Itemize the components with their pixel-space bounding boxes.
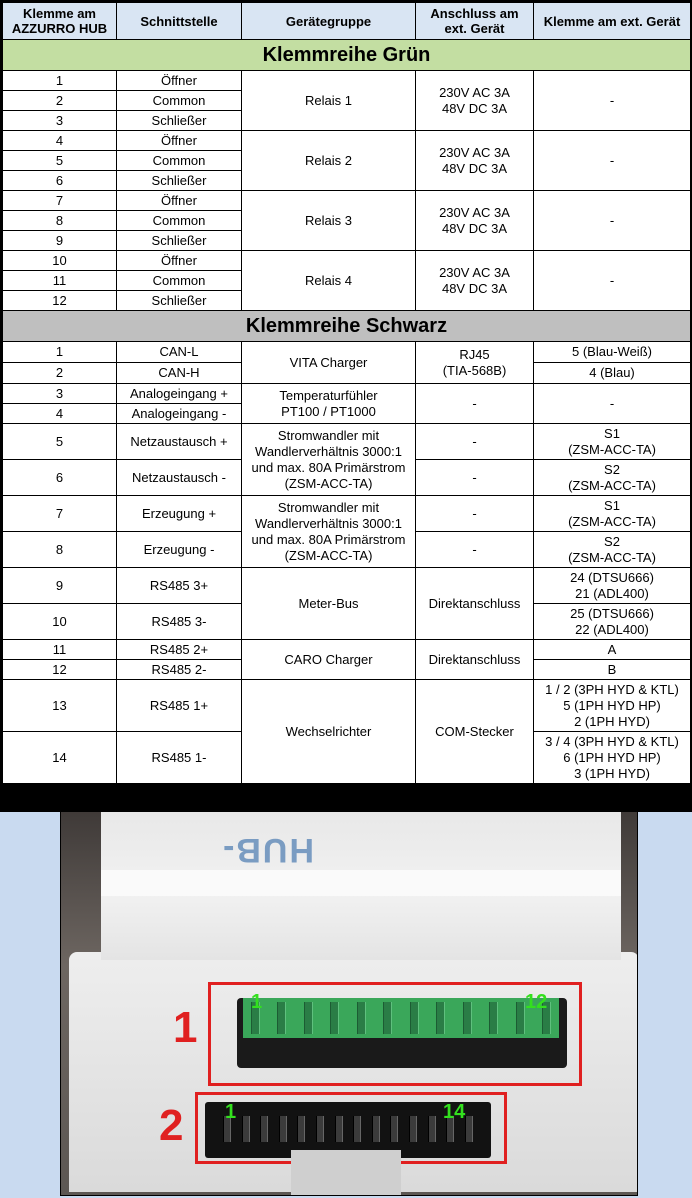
terminal-number: 12 [3, 660, 117, 680]
terminal-number: 7 [3, 191, 117, 211]
interface-cell: RS485 1+ [117, 680, 242, 732]
interface-cell: Analogeingang + [117, 384, 242, 404]
ext-terminal-cell: A [534, 640, 691, 660]
ext-terminal-cell: - [534, 384, 691, 424]
connection-cell: 230V AC 3A 48V DC 3A [416, 251, 534, 311]
interface-cell: RS485 3+ [117, 568, 242, 604]
terminal-number: 2 [3, 91, 117, 111]
interface-cell: Common [117, 271, 242, 291]
ext-terminal-cell: - [534, 191, 691, 251]
device-photo [60, 812, 638, 1196]
interface-cell: Common [117, 91, 242, 111]
terminal-number: 10 [3, 251, 117, 271]
ext-terminal-cell: B [534, 660, 691, 680]
device-group-cell: Relais 1 [242, 71, 416, 131]
connection-cell: - [416, 424, 534, 460]
ext-terminal-cell: S1 (ZSM-ACC-TA) [534, 424, 691, 460]
terminal-table [2, 2, 691, 784]
terminal-number: 6 [3, 460, 117, 496]
interface-cell: Analogeingang - [117, 404, 242, 424]
ext-terminal-cell: S2 (ZSM-ACC-TA) [534, 460, 691, 496]
table-row [3, 424, 691, 460]
device-ledge-highlight [101, 870, 621, 896]
interface-cell: Schließer [117, 291, 242, 311]
connection-cell: 230V AC 3A 48V DC 3A [416, 191, 534, 251]
interface-cell: Öffner [117, 251, 242, 271]
terminal-number: 7 [3, 496, 117, 532]
device-group-cell: Relais 3 [242, 191, 416, 251]
interface-cell: Common [117, 151, 242, 171]
pin-label-green-last: 12 [525, 991, 548, 1013]
device-group-cell: Stromwandler mit Wandlerverhältnis 3000:1 und max. 80A Primärstrom (ZSM-ACC-TA) [242, 424, 416, 496]
table-row [3, 384, 691, 404]
ext-terminal-cell: 4 (Blau) [534, 363, 691, 384]
header-interface: Schnittstelle [117, 3, 242, 40]
device-group-cell: CARO Charger [242, 640, 416, 680]
connection-cell: - [416, 496, 534, 532]
device-photo-area [0, 812, 692, 1198]
interface-cell: Öffner [117, 131, 242, 151]
ext-terminal-cell: S1 (ZSM-ACC-TA) [534, 496, 691, 532]
ext-terminal-cell: 25 (DTSU666) 22 (ADL400) [534, 604, 691, 640]
ext-terminal-cell: - [534, 251, 691, 311]
connection-cell: 230V AC 3A 48V DC 3A [416, 131, 534, 191]
interface-cell: RS485 1- [117, 732, 242, 784]
header-terminal-hub: Klemme am AZZURRO HUB [3, 3, 117, 40]
interface-cell: Öffner [117, 71, 242, 91]
brand-logo: HUB- [221, 831, 314, 869]
interface-cell: CAN-H [117, 363, 242, 384]
terminal-number: 4 [3, 131, 117, 151]
table-row [3, 191, 691, 211]
terminal-number: 1 [3, 71, 117, 91]
terminal-number: 12 [3, 291, 117, 311]
terminal-number: 6 [3, 171, 117, 191]
interface-cell: Netzaustausch - [117, 460, 242, 496]
ext-terminal-cell: S2 (ZSM-ACC-TA) [534, 532, 691, 568]
interface-cell: Common [117, 211, 242, 231]
terminal-number: 3 [3, 111, 117, 131]
ext-terminal-cell: 24 (DTSU666) 21 (ADL400) [534, 568, 691, 604]
table-row [3, 640, 691, 660]
ext-terminal-cell: 3 / 4 (3PH HYD & KTL) 6 (1PH HYD HP) 3 (1PH HYD) [534, 732, 691, 784]
interface-cell: Schließer [117, 231, 242, 251]
header-terminal-ext: Klemme am ext. Gerät [534, 3, 691, 40]
terminal-number: 14 [3, 732, 117, 784]
table-row [3, 251, 691, 271]
pin-label-black-first: 1 [225, 1101, 237, 1123]
table-row [3, 568, 691, 604]
header-device-group: Gerätegruppe [242, 3, 416, 40]
connection-cell: - [416, 384, 534, 424]
device-group-cell: VITA Charger [242, 342, 416, 384]
interface-cell: CAN-L [117, 342, 242, 363]
terminal-number: 8 [3, 211, 117, 231]
header-connection: Anschluss am ext. Gerät [416, 3, 534, 40]
terminal-number: 8 [3, 532, 117, 568]
interface-cell: RS485 3- [117, 604, 242, 640]
marker-label-1: 1 [173, 1003, 198, 1052]
device-group-cell: Temperaturfühler PT100 / PT1000 [242, 384, 416, 424]
interface-cell: Schließer [117, 171, 242, 191]
din-rail-clip [291, 1150, 401, 1196]
terminal-number: 9 [3, 568, 117, 604]
table-row [3, 71, 691, 91]
interface-cell: Öffner [117, 191, 242, 211]
pin-label-green-first: 1 [251, 991, 263, 1013]
table-row [3, 131, 691, 151]
terminal-number: 4 [3, 404, 117, 424]
table-row [3, 496, 691, 532]
connection-cell: 230V AC 3A 48V DC 3A [416, 71, 534, 131]
device-group-cell: Relais 2 [242, 131, 416, 191]
ext-terminal-cell: - [534, 131, 691, 191]
device-group-cell: Wechselrichter [242, 680, 416, 784]
connection-cell: Direktanschluss [416, 640, 534, 680]
ext-terminal-cell: - [534, 71, 691, 131]
terminal-number: 11 [3, 271, 117, 291]
pin-label-black-last: 14 [443, 1101, 466, 1123]
connection-cell: COM-Stecker [416, 680, 534, 784]
terminal-number: 5 [3, 151, 117, 171]
interface-cell: RS485 2+ [117, 640, 242, 660]
interface-cell: Schließer [117, 111, 242, 131]
terminal-number: 10 [3, 604, 117, 640]
ext-terminal-cell: 1 / 2 (3PH HYD & KTL) 5 (1PH HYD HP) 2 (1PH HYD) [534, 680, 691, 732]
terminal-number: 9 [3, 231, 117, 251]
table-row [3, 342, 691, 363]
ext-terminal-cell: 5 (Blau-Weiß) [534, 342, 691, 363]
table-row [3, 680, 691, 732]
device-group-cell: Relais 4 [242, 251, 416, 311]
terminal-number: 3 [3, 384, 117, 404]
table-header-row [3, 3, 691, 40]
interface-cell: Netzaustausch + [117, 424, 242, 460]
connection-cell: - [416, 532, 534, 568]
terminal-number: 2 [3, 363, 117, 384]
device-group-cell: Meter-Bus [242, 568, 416, 640]
connection-cell: Direktanschluss [416, 568, 534, 640]
interface-cell: Erzeugung - [117, 532, 242, 568]
terminal-number: 13 [3, 680, 117, 732]
device-group-cell: Stromwandler mit Wandlerverhältnis 3000:1 und max. 80A Primärstrom (ZSM-ACC-TA) [242, 496, 416, 568]
marker-label-2: 2 [159, 1101, 184, 1150]
interface-cell: RS485 2- [117, 660, 242, 680]
interface-cell: Erzeugung + [117, 496, 242, 532]
section-green-title: Klemmreihe Grün [3, 40, 691, 71]
terminal-number: 11 [3, 640, 117, 660]
connection-cell: RJ45 (TIA-568B) [416, 342, 534, 384]
section-black-title: Klemmreihe Schwarz [3, 311, 691, 342]
terminal-number: 1 [3, 342, 117, 363]
terminal-number: 5 [3, 424, 117, 460]
connection-cell: - [416, 460, 534, 496]
